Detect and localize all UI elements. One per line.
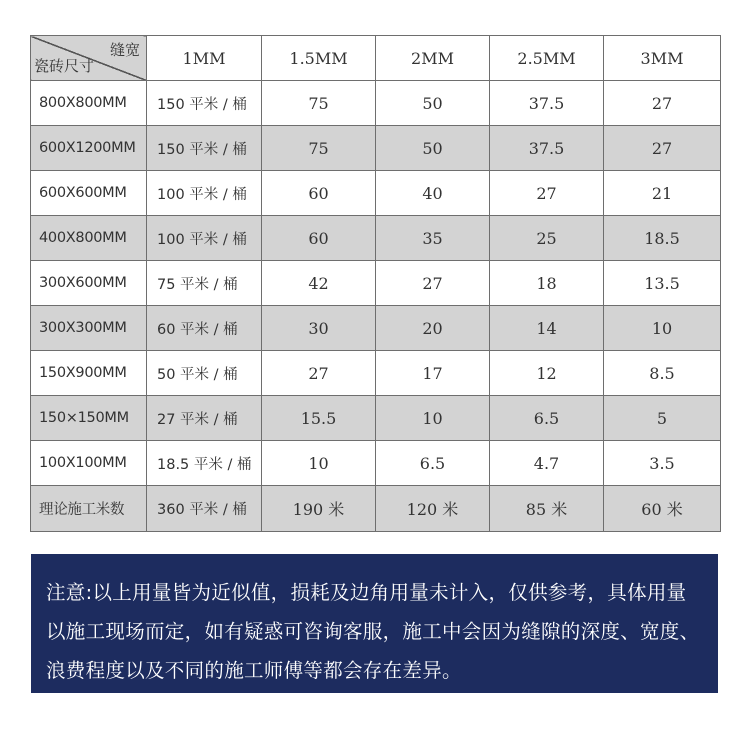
value-cell: 14 bbox=[490, 306, 604, 351]
value-cell: 6.5 bbox=[376, 441, 490, 486]
coverage-cell: 150 平米 / 桶 bbox=[147, 81, 262, 126]
coverage-cell: 60 平米 / 桶 bbox=[147, 306, 262, 351]
joint-width-label: 缝宽 bbox=[109, 41, 140, 59]
table-row bbox=[31, 441, 721, 486]
value-cell: 27 bbox=[604, 126, 721, 171]
coverage-cell: 100 平米 / 桶 bbox=[147, 216, 262, 261]
table-row bbox=[31, 81, 721, 126]
tile-size-cell: 150X900MM bbox=[31, 351, 147, 396]
coverage-cell: 150 平米 / 桶 bbox=[147, 126, 262, 171]
tile-size-label: 瓷砖尺寸 bbox=[34, 57, 95, 75]
total-value-cell: 120 米 bbox=[376, 486, 490, 532]
value-cell: 30 bbox=[262, 306, 376, 351]
coverage-cell: 100 平米 / 桶 bbox=[147, 171, 262, 216]
value-cell: 50 bbox=[376, 126, 490, 171]
value-cell: 10 bbox=[262, 441, 376, 486]
value-cell: 35 bbox=[376, 216, 490, 261]
column-header-1-5mm: 1.5MM bbox=[262, 36, 376, 81]
value-cell: 37.5 bbox=[490, 126, 604, 171]
value-cell: 27 bbox=[376, 261, 490, 306]
coverage-cell: 50 平米 / 桶 bbox=[147, 351, 262, 396]
table-row bbox=[31, 306, 721, 351]
total-value-cell: 60 米 bbox=[604, 486, 721, 532]
tile-size-cell: 300X300MM bbox=[31, 306, 147, 351]
coverage-cell: 27 平米 / 桶 bbox=[147, 396, 262, 441]
table-row bbox=[31, 216, 721, 261]
value-cell: 6.5 bbox=[490, 396, 604, 441]
tile-size-cell: 100X100MM bbox=[31, 441, 147, 486]
value-cell: 25 bbox=[490, 216, 604, 261]
total-row bbox=[31, 486, 721, 532]
column-header-3mm: 3MM bbox=[604, 36, 721, 81]
value-cell: 27 bbox=[604, 81, 721, 126]
coverage-cell: 18.5 平米 / 桶 bbox=[147, 441, 262, 486]
notice-box bbox=[31, 554, 718, 693]
usage-table bbox=[30, 35, 721, 532]
table-row bbox=[31, 396, 721, 441]
table-row bbox=[31, 261, 721, 306]
value-cell: 18 bbox=[490, 261, 604, 306]
value-cell: 3.5 bbox=[604, 441, 721, 486]
value-cell: 17 bbox=[376, 351, 490, 396]
value-cell: 37.5 bbox=[490, 81, 604, 126]
value-cell: 15.5 bbox=[262, 396, 376, 441]
value-cell: 8.5 bbox=[604, 351, 721, 396]
value-cell: 5 bbox=[604, 396, 721, 441]
total-coverage-cell: 360 平米 / 桶 bbox=[147, 486, 262, 532]
column-header-1mm: 1MM bbox=[147, 36, 262, 81]
value-cell: 50 bbox=[376, 81, 490, 126]
value-cell: 60 bbox=[262, 171, 376, 216]
column-header-2mm: 2MM bbox=[376, 36, 490, 81]
value-cell: 10 bbox=[376, 396, 490, 441]
tile-size-cell: 800X800MM bbox=[31, 81, 147, 126]
value-cell: 13.5 bbox=[604, 261, 721, 306]
value-cell: 4.7 bbox=[490, 441, 604, 486]
tile-size-cell: 600X600MM bbox=[31, 171, 147, 216]
total-value-cell: 190 米 bbox=[262, 486, 376, 532]
tile-size-cell: 600X1200MM bbox=[31, 126, 147, 171]
corner-header-cell bbox=[31, 36, 147, 81]
tile-size-cell: 400X800MM bbox=[31, 216, 147, 261]
value-cell: 42 bbox=[262, 261, 376, 306]
total-label-cell: 理论施工米数 bbox=[31, 486, 147, 532]
table-body bbox=[31, 81, 721, 532]
value-cell: 75 bbox=[262, 126, 376, 171]
value-cell: 75 bbox=[262, 81, 376, 126]
column-header-2-5mm: 2.5MM bbox=[490, 36, 604, 81]
notice-text: 注意:以上用量皆为近似值，损耗及边角用量未计入，仅供参考，具体用量以施工现场而定，如有疑惑可咨询客服，施工中会因为缝隙的深度、宽度、浪费程度以及不同的施工师傅等都会存在差异。 bbox=[46, 581, 700, 682]
value-cell: 12 bbox=[490, 351, 604, 396]
header-row bbox=[31, 36, 721, 81]
coverage-cell: 75 平米 / 桶 bbox=[147, 261, 262, 306]
tile-size-cell: 150×150MM bbox=[31, 396, 147, 441]
value-cell: 27 bbox=[262, 351, 376, 396]
table-row bbox=[31, 171, 721, 216]
table-row bbox=[31, 126, 721, 171]
value-cell: 27 bbox=[490, 171, 604, 216]
usage-table-container bbox=[30, 35, 720, 532]
value-cell: 18.5 bbox=[604, 216, 721, 261]
value-cell: 60 bbox=[262, 216, 376, 261]
value-cell: 21 bbox=[604, 171, 721, 216]
total-value-cell: 85 米 bbox=[490, 486, 604, 532]
value-cell: 40 bbox=[376, 171, 490, 216]
table-row bbox=[31, 351, 721, 396]
tile-size-cell: 300X600MM bbox=[31, 261, 147, 306]
value-cell: 20 bbox=[376, 306, 490, 351]
value-cell: 10 bbox=[604, 306, 721, 351]
